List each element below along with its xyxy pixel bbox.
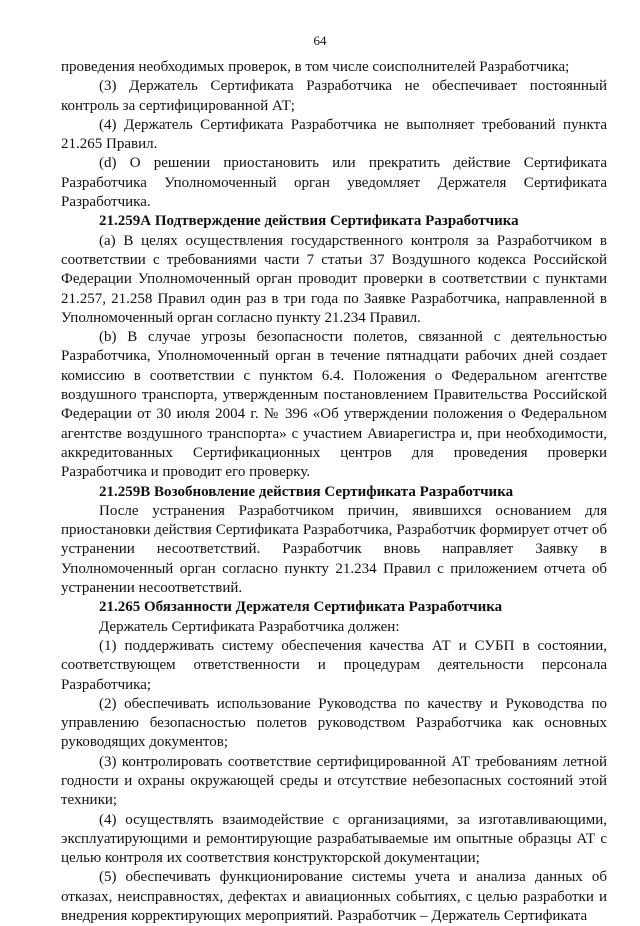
page-number: 64 xyxy=(313,33,327,48)
paragraph-265-4: (4) осуществлять взаимодействие с организациями, за изготавливающими, эксплуатирующими и ремонтирующие разрабатываемые им опытные образцы АТ с целью контроля их соответствия конструкторской документации; xyxy=(61,811,607,867)
section-heading-21-259a: 21.259А Подтверждение действия Сертификата Разработчика xyxy=(99,213,519,230)
paragraph-265-3: (3) контролировать соответствие сертифицированной АТ требованиям летной годности и охраны окружающей среды и отсутствие небезопасных состояний этой техники; xyxy=(61,753,607,809)
section-heading-21-259b: 21.259В Возобновление действия Сертификата Разработчика xyxy=(99,483,514,500)
paragraph-item-3: (3) Держатель Сертификата Разработчика не обеспечивает постоянный контроль за сертифицированной АТ; xyxy=(61,78,607,114)
paragraph-item-d: (d) О решении приостановить или прекратить действие Сертификата Разработчика Уполномоченный орган уведомляет Держателя Сертификата Разработчика. xyxy=(61,155,607,211)
paragraph-item-4: (4) Держатель Сертификата Разработчика не выполняет требований пункта 21.265 Правил. xyxy=(61,116,607,153)
document-body xyxy=(61,58,607,926)
paragraph-265-1: (1) поддерживать систему обеспечения качества АТ и СУБП в состоянии, соответствующем ответственности и процедурам деятельности персонала Разработчика; xyxy=(61,637,607,693)
section-heading-21-265: 21.265 Обязанности Держателя Сертификата Разработчика xyxy=(99,599,503,616)
paragraph-265-5: (5) обеспечивать функционирование системы учета и анализа данных об отказах, неисправностях, дефектах и авиационных событиях, с целью разработки и внедрения корректирующих мероприятий. Разработчик – Держатель Сертификата xyxy=(61,869,607,925)
paragraph-259a-a: (a) В целях осуществления государственного контроля за Разработчиком в соответствии с требованиями части 7 статьи 37 Воздушного кодекса Российской Федерации Уполномоченный орган проводит проверки в соответствии с пунктами 21.257, 21.258 Правил один раз в три года по Заявке Разработчика, направленной в Уполномоченный орган согласно пункту 21.234 Правил. xyxy=(61,232,607,326)
paragraph-259a-b: (b) В случае угрозы безопасности полетов, связанной с деятельностью Разработчика, Уполномоченный орган в течение пятнадцати рабочих дней создает комиссию в соответствии с пунктом 6.4. Положения о Федеральном агентстве воздушного транспорта, утвержденным постановлением Правительства Российской Федерации от 30 июля 2004 г. № 396 «Об утверждении положения о Федеральном агентстве воздушного транспорта» с участием Авиарегистра и, при необходимости, аккредитованных Сертификационных центров для проведения проверки Разработчика и проводит его проверку. xyxy=(61,329,607,481)
paragraph-265-intro: Держатель Сертификата Разработчика должен: xyxy=(99,618,400,635)
paragraph-continuation: проведения необходимых проверок, в том числе соисполнителей Разработчика; xyxy=(61,59,570,75)
paragraph-265-2: (2) обеспечивать использование Руководства по качеству и Руководства по управлению безопасностью полетов руководством Разработчика как основных руководящих документов; xyxy=(61,695,607,751)
paragraph-259b: После устранения Разработчиком причин, явившихся основанием для приостановки действия Сертификата Разработчика, Разработчик формирует отчет об устранении несоответствий. Разработчик вновь направляет Заявку в Уполномоченный орган согласно пункту 21.234 Правил с приложением отчета об устранении несоответствий. xyxy=(61,502,607,597)
